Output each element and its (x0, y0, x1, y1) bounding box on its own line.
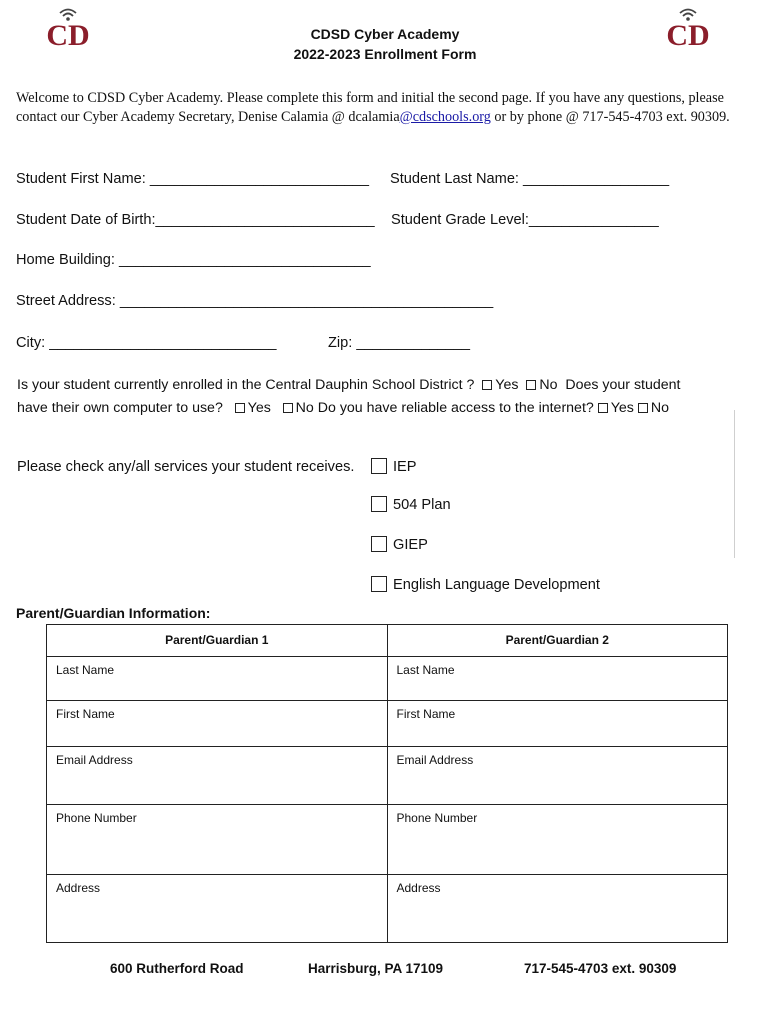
guardian-1-last-name-cell[interactable] (47, 657, 388, 701)
eld-checkbox[interactable] (371, 576, 387, 592)
form-title: CDSD Cyber Academy (310, 26, 460, 42)
iep-label: IEP (393, 459, 417, 475)
page-edge-line (734, 410, 735, 558)
504-plan-checkbox[interactable] (371, 496, 387, 512)
computer-question-start: Does your student (565, 377, 681, 393)
form-subtitle: 2022-2023 Enrollment Form (293, 46, 477, 62)
footer-street-address: 600 Rutherford Road (110, 961, 244, 976)
guardian-row-label: Last Name (396, 663, 455, 677)
enrolled-no-label: No (539, 377, 558, 393)
enrollment-question-line1 (17, 377, 681, 393)
welcome-paragraph (16, 89, 756, 126)
services-prompt: Please check any/all services your student receives. (17, 459, 355, 475)
service-option-iep[interactable] (371, 458, 417, 475)
504-plan-label: 504 Plan (393, 497, 451, 513)
enrolled-no-checkbox[interactable] (526, 380, 536, 390)
guardian-row-label: Address (396, 881, 441, 895)
zip-field[interactable]: Zip: ______________ (328, 335, 471, 351)
home-building-field[interactable]: Home Building: _______________________________ (16, 252, 371, 268)
eld-label: English Language Development (393, 577, 600, 593)
guardian-row-label: First Name (396, 707, 456, 721)
guardian-2-address-cell[interactable] (387, 875, 728, 943)
welcome-text-end: or by phone @ 717-545-4703 ext. 90309. (490, 108, 730, 125)
guardian-1-address-cell[interactable] (47, 875, 388, 943)
welcome-text: Welcome to CDSD Cyber Academy. Please complete this form and initial the second page. If you have any questions, please contact our Cyber Academy Secretary, Denise Calamia @ dcalamia (16, 90, 724, 125)
guardian-row-label: Address (56, 881, 101, 895)
district-logo-text: CD (666, 19, 710, 48)
guardian-1-email-cell[interactable] (47, 747, 388, 805)
giep-label: GIEP (393, 537, 428, 553)
guardian-section-title: Parent/Guardian Information: (16, 605, 211, 621)
guardian-table (46, 624, 728, 943)
guardian-row-label: Phone Number (56, 811, 137, 825)
internet-question: Do you have reliable access to the internet? (317, 400, 594, 416)
guardian-2-phone-cell[interactable] (387, 805, 728, 875)
internet-no-checkbox[interactable] (638, 403, 648, 413)
service-option-giep[interactable] (371, 536, 428, 553)
student-dob-field[interactable]: Student Date of Birth:___________________________ (16, 212, 375, 228)
computer-no-checkbox[interactable] (283, 403, 293, 413)
guardian-1-phone-cell[interactable] (47, 805, 388, 875)
guardian-row-label: Last Name (56, 663, 115, 677)
city-field[interactable]: City: ____________________________ (16, 335, 277, 351)
enrolled-question: Is your student currently enrolled in the Central Dauphin School District ? (17, 377, 475, 393)
guardian-row-label: Phone Number (396, 811, 478, 825)
internet-yes-label: Yes (610, 400, 634, 416)
computer-question: have their own computer to use? (17, 400, 223, 416)
enrollment-question-line2 (17, 400, 669, 416)
guardian-row-label: Email Address (396, 753, 474, 767)
guardian-2-last-name-cell[interactable] (387, 657, 728, 701)
computer-yes-checkbox[interactable] (235, 403, 245, 413)
iep-checkbox[interactable] (371, 458, 387, 474)
guardian-2-email-cell[interactable] (387, 747, 728, 805)
footer-city: Harrisburg, PA 17109 (308, 961, 444, 976)
guardian-1-first-name-cell[interactable] (47, 701, 388, 747)
guardian-row-label: Email Address (56, 753, 133, 767)
enrolled-yes-label: Yes (495, 377, 519, 393)
internet-yes-checkbox[interactable] (598, 403, 608, 413)
service-option-504[interactable] (371, 496, 451, 513)
footer-phone: 717-545-4703 ext. 90309 (524, 961, 677, 976)
computer-yes-label: Yes (247, 400, 271, 416)
street-address-field[interactable]: Street Address: ______________________________________________ (16, 293, 494, 309)
student-last-name-field[interactable]: Student Last Name: __________________ (390, 171, 670, 187)
enrolled-yes-checkbox[interactable] (482, 380, 492, 390)
district-logo-text: CD (46, 19, 90, 48)
guardian-2-header: Parent/Guardian 2 (387, 625, 728, 657)
student-first-name-field[interactable]: Student First Name: ___________________________ (16, 171, 369, 187)
giep-checkbox[interactable] (371, 536, 387, 552)
computer-no-label: No (295, 400, 314, 416)
student-grade-field[interactable]: Student Grade Level:________________ (391, 212, 659, 228)
service-option-eld[interactable] (371, 576, 600, 593)
guardian-2-first-name-cell[interactable] (387, 701, 728, 747)
guardian-1-header: Parent/Guardian 1 (47, 625, 388, 657)
secretary-email-link[interactable]: @cdschools.org (399, 108, 491, 125)
internet-no-label: No (650, 400, 669, 416)
guardian-row-label: First Name (56, 707, 115, 721)
